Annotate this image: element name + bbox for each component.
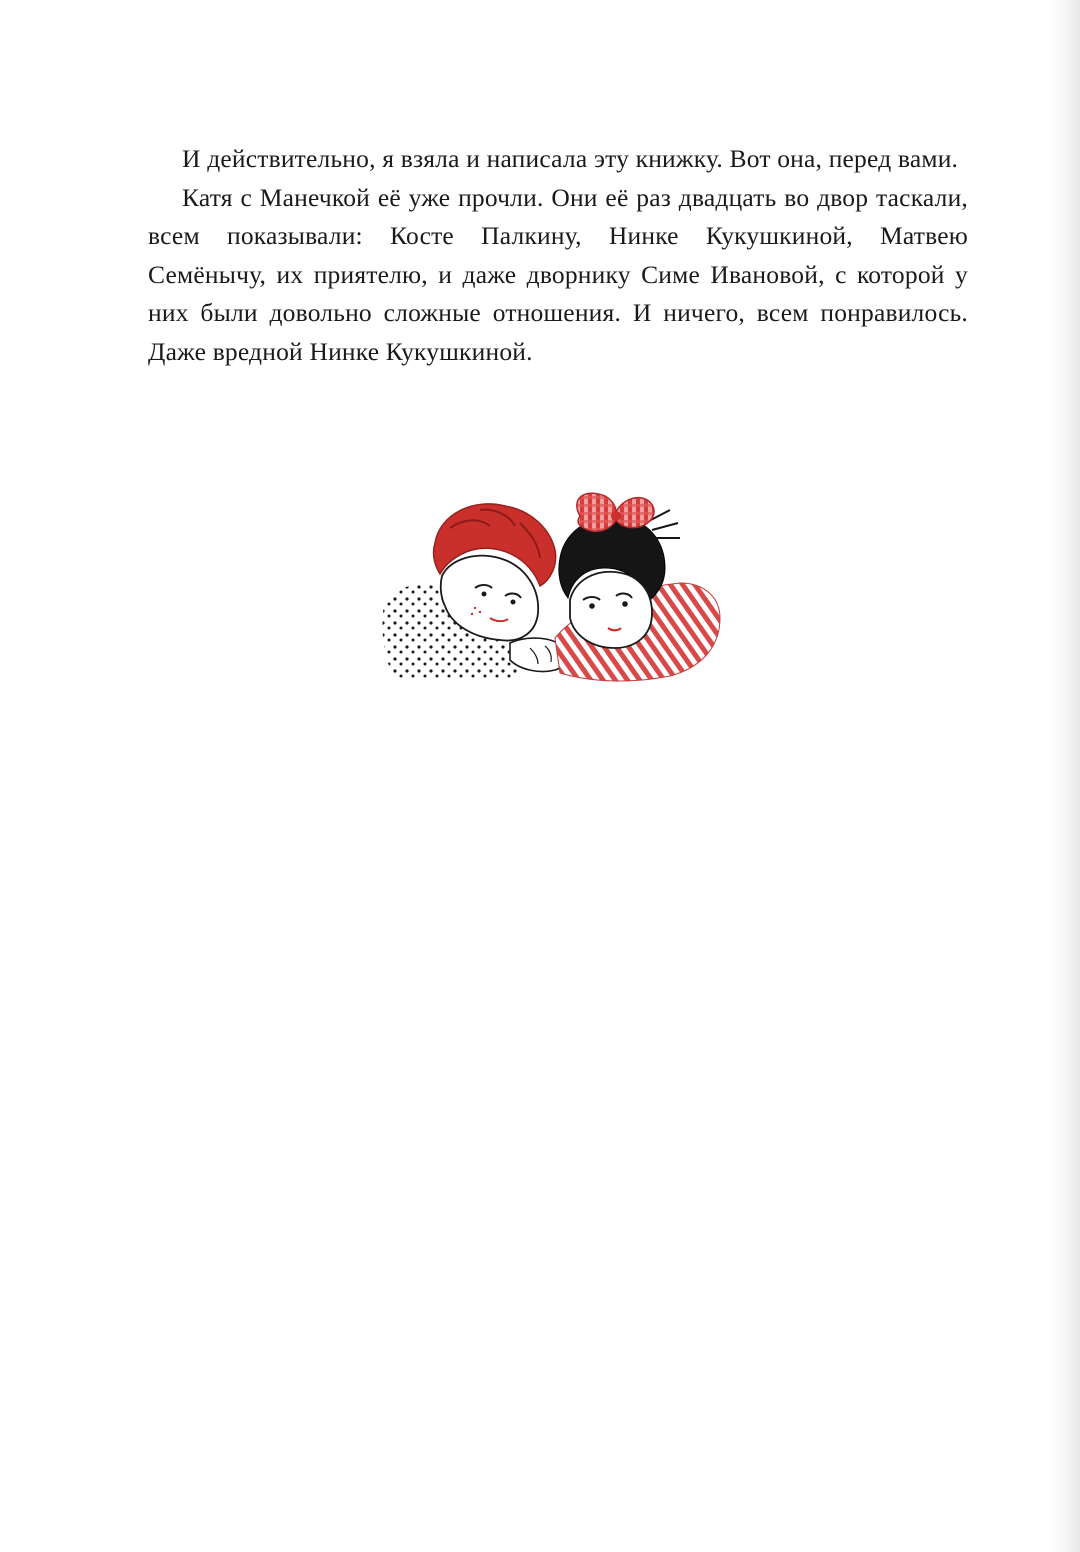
body-text: [148, 140, 968, 372]
paragraph-1: И действительно, я взяла и написала эту книжку. Вот она, перед вами.: [182, 144, 959, 173]
two-girls-illustration: [380, 488, 725, 688]
paragraph-2: Катя с Манечкой её уже прочли. Они её раз двадцать во двор таскали, всем показывали: Косте Палкину, Нинке Кукушкиной, Матвею Семёнычу, их приятелю, и даже дворнику Симе Ивановой, с которой у них были довольно сложные отношения. И ничего, всем понравилось. Даже вредной Нинке Кукушкиной.: [148, 182, 968, 366]
page-edge-shadow: [1050, 0, 1080, 1552]
right-girl-face: [570, 572, 652, 648]
